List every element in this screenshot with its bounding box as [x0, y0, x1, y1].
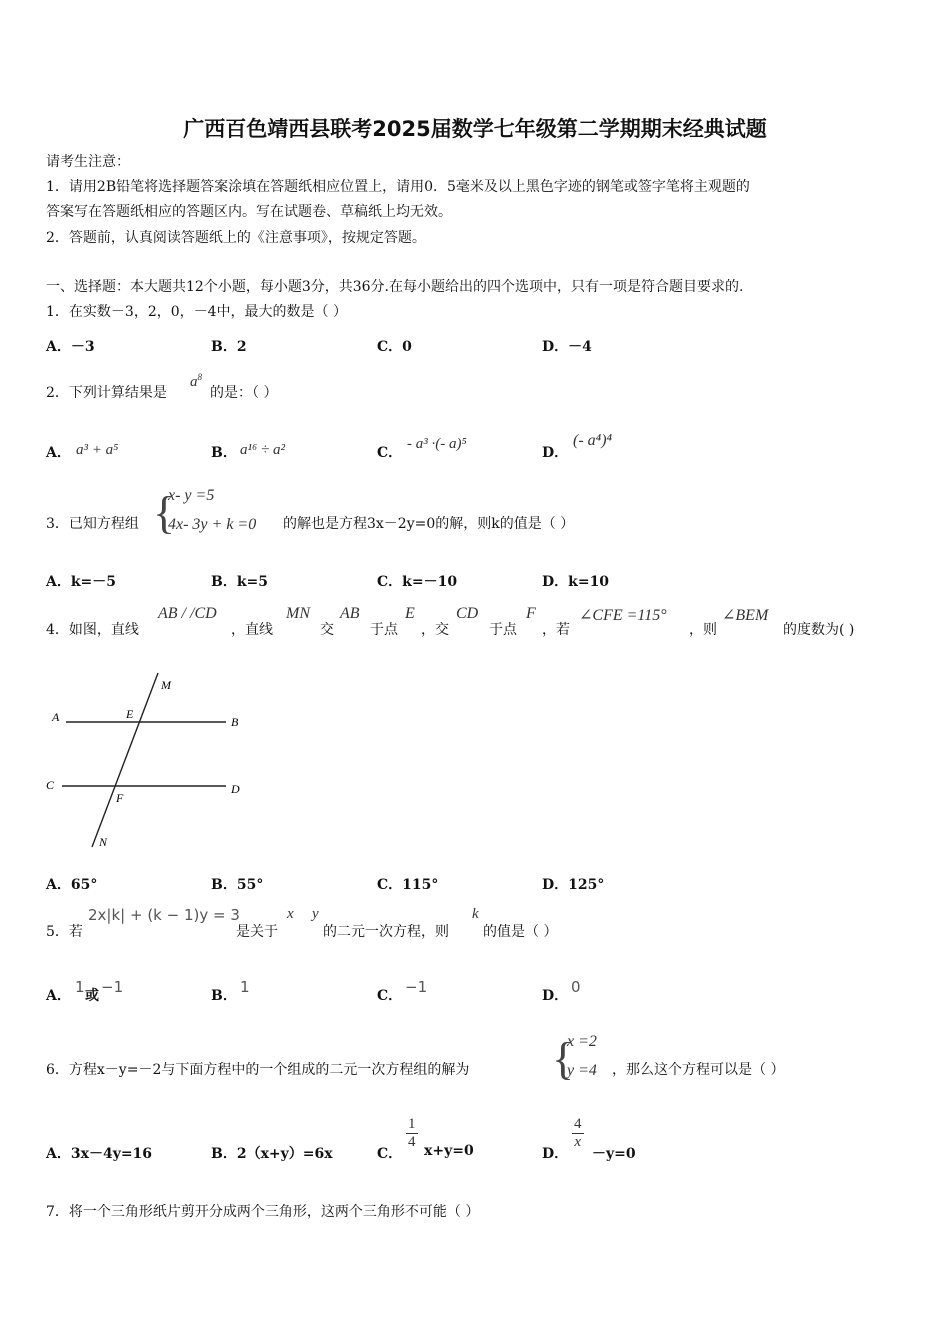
label-e: E: [126, 707, 134, 721]
q6-stem-post: ，那么这个方程可以是（ ）: [612, 1062, 785, 1078]
q5-p1: 5．若: [46, 924, 83, 940]
q5-p4: 的值是（ ）: [483, 924, 558, 940]
q4-m8: ∠BEM: [722, 607, 769, 624]
q5-m4: k: [472, 906, 479, 922]
q4-m2: MN: [286, 605, 310, 622]
q1-option-d: D．－4: [542, 339, 592, 355]
q1-option-a: A．－3: [46, 339, 95, 355]
notice-item1-line2: 答案写在答题纸相应的答题区内。写在试题卷、草稿纸上均无效。: [46, 204, 452, 220]
q4-m4: E: [405, 605, 415, 622]
q2-option-a-math: a³ + a⁵: [76, 442, 119, 458]
q3-option-d: D．k=10: [542, 574, 610, 590]
q6-option-a: A．3x－4y=16: [46, 1146, 153, 1162]
label-f: F: [116, 791, 124, 805]
q4-p4: 于点: [370, 622, 398, 638]
q1-option-b: B．2: [211, 339, 247, 355]
q5-option-b: B．: [211, 988, 237, 1004]
q6-brace: {: [552, 1033, 575, 1084]
notice-item2: 2．答题前，认真阅读答题纸上的《注意事项》，按规定答题。: [46, 230, 426, 246]
q2-option-c: C．: [377, 445, 403, 461]
q6-option-d-post: －y=0: [592, 1146, 636, 1162]
q6-option-c-post: x+y=0: [424, 1143, 474, 1159]
label-m: M: [161, 678, 171, 692]
page-title: 广西百色靖西县联考2025届数学七年级第二学期期末经典试题: [183, 117, 767, 141]
q4-m3: AB: [340, 605, 360, 622]
q5-p2: 是关于: [236, 924, 278, 940]
q6-option-d: D．: [542, 1146, 569, 1162]
q5-equation: 2x|k| + (k − 1)y = 3: [88, 906, 240, 924]
q5-option-a: A．: [46, 988, 71, 1004]
q4-p9: 的度数为( ): [783, 622, 855, 638]
q4-p3: 交: [320, 622, 334, 638]
q2-option-b: B．: [211, 445, 237, 461]
section-heading: 一、选择题：本大题共12个小题，每小题3分，共36分.在每小题给出的四个选项中，只有一项是符合题目要求的.: [46, 279, 744, 295]
q4-option-c: C．115°: [377, 877, 439, 893]
q5-m3: y: [312, 906, 319, 922]
q3-stem-post: 的解也是方程3x－2y=0的解，则k的值是（ ）: [283, 516, 575, 532]
q6-option-c-fraction: $\frac{1}{4}$: [408, 1116, 416, 1150]
line-mn: [92, 673, 158, 847]
q6-option-b: B．2（x+y）=6x: [211, 1146, 333, 1162]
q5-option-b-val: 1: [240, 978, 250, 996]
q6-stem-pre: 6．方程x－y=－2与下面方程中的一个组成的二元一次方程组的解为: [46, 1062, 470, 1078]
label-c: C: [46, 778, 55, 792]
q4-option-b: B．55°: [211, 877, 264, 893]
q5-option-d-val: 0: [571, 978, 581, 996]
q2-stem-post: 的是：（ ）: [210, 385, 278, 401]
q5-option-a-val2: −1: [101, 978, 124, 996]
q1-stem: 1．在实数－3，2，0，－4中，最大的数是（ ）: [46, 304, 347, 320]
q2-option-d: D．: [542, 445, 569, 461]
q4-p6: 于点: [489, 622, 517, 638]
q7-stem: 7．将一个三角形纸片剪开分成两个三角形，这两个三角形不可能（ ）: [46, 1204, 480, 1220]
q2-option-c-math: - a³ ·(- a)⁵: [407, 436, 467, 452]
q4-figure: [40, 665, 260, 860]
q4-m1: AB / /CD: [158, 605, 217, 622]
q3-eq2: 4x- 3y + k =0: [168, 516, 257, 533]
q6-option-d-fraction: $\frac{4}{x}$: [574, 1116, 582, 1150]
q4-p5: ，交: [421, 622, 449, 638]
q3-stem-pre: 3．已知方程组: [46, 516, 139, 532]
q5-option-d: D．: [542, 988, 569, 1004]
label-b: B: [231, 715, 239, 729]
q6-eq1: x =2: [567, 1033, 597, 1050]
label-a: A: [52, 710, 60, 724]
q4-m7: ∠CFE =115°: [579, 607, 667, 624]
q4-p7: ，若: [542, 622, 570, 638]
label-n: N: [99, 835, 108, 849]
q2-option-a: A．: [46, 445, 71, 461]
q3-brace: {: [153, 487, 176, 538]
q3-option-c: C．k=－10: [377, 574, 458, 590]
q1-option-c: C．0: [377, 339, 412, 355]
q4-option-a: A．65°: [46, 877, 98, 893]
q2-option-b-math: a¹⁶ ÷ a²: [240, 442, 285, 458]
notice-heading: 请考生注意：: [46, 154, 130, 170]
q2-stem-pre: 2．下列计算结果是: [46, 385, 167, 401]
q4-p8: ，则: [689, 622, 717, 638]
q2-stem-math: $a^8$: [190, 372, 202, 390]
q3-eq1: x- y =5: [168, 487, 215, 504]
label-d: D: [231, 782, 240, 796]
q5-p3: 的二元一次方程，则: [323, 924, 449, 940]
q4-m6: F: [526, 605, 536, 622]
q5-option-c-val: −1: [405, 978, 428, 996]
q5-option-a-val: 1: [75, 978, 85, 996]
q5-option-c: C．: [377, 988, 403, 1004]
q6-option-c: C．: [377, 1146, 403, 1162]
q4-option-d: D．125°: [542, 877, 605, 893]
q2-option-d-math: (- a⁴)⁴: [573, 432, 613, 449]
q4-p2: ，直线: [231, 622, 273, 638]
q5-m2: x: [287, 906, 294, 922]
q4-m5: CD: [456, 605, 479, 622]
q3-option-a: A．k=－5: [46, 574, 117, 590]
notice-item1-line1: 1．请用2B铅笔将选择题答案涂填在答题纸相应位置上，请用0．5毫米及以上黑色字迹的钢笔或签字笔将主观题的: [46, 179, 750, 195]
q6-eq2: y =4: [567, 1062, 597, 1079]
q3-option-b: B．k=5: [211, 574, 269, 590]
q4-p1: 4．如图，直线: [46, 622, 139, 638]
q5-option-a-or: 或: [85, 988, 99, 1004]
